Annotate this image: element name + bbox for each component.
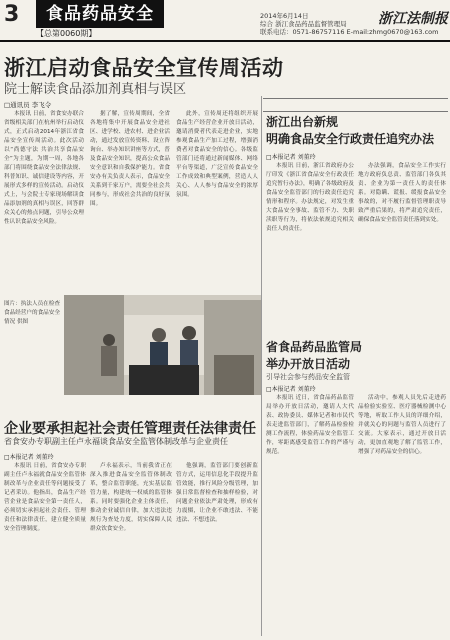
lead-column-3 — [176, 110, 258, 295]
lead-subtitle: 院士解读食品添加剂真相与误区 — [4, 82, 187, 97]
header-dept: 综合 浙江食品药品监督管理局 — [260, 20, 347, 28]
sidebar2-subtitle: 引导社会参与药品安全监管 — [266, 373, 350, 381]
bottom-column-2 — [90, 462, 172, 634]
bottom-column-3 — [176, 462, 258, 634]
lead-column-2 — [90, 110, 170, 295]
section-title: 食品药品安全 — [36, 0, 164, 28]
sidebar2-title-line-2: 举办开放日活动 — [266, 357, 351, 371]
bottom-column-1-text: 本报讯 日前，省食安办专职副主任卢永福就食品安全监管体制改革与企业责任等问题接受了记者采访。他指出，食品生产经营企业是食品安全第一责任人，必须切实承担起社会责任、管理责任和法律责任，建立健全质量安全管理制度。 — [4, 463, 86, 532]
header-contact: 联系电话：0571-86757116 E-mail:zhmg0670@163.com — [260, 28, 439, 36]
bottom-column-3-text: 他强调，监管部门要创新监管方式，运用信息化手段提升监管效能，推行风险分级管理，加强日常监督检查和抽样检验，对问题企业依法严肃处理，形成有力震慑，让企业不敢违法、不能违法、不想违法。 — [176, 463, 258, 523]
header-date: 2014年6月14日 — [260, 12, 309, 20]
lead-byline: □通讯员 李飞令 — [4, 101, 52, 109]
page-number: 3 — [4, 2, 20, 27]
sidebar2-byline: □本报记者 刘董玲 — [266, 386, 316, 393]
sidebar-column-2 — [358, 162, 446, 330]
photo-caption: 图片：执法人员在检查食品经营户的食品安全情况 供图 — [4, 301, 60, 325]
sidebar-title-line-1: 浙江出台新规 — [266, 115, 339, 129]
column-divider — [261, 96, 262, 636]
sidebar-rule — [263, 98, 448, 112]
sidebar2-title-line-1: 省食品药品监管局 — [266, 340, 363, 354]
sidebar2-column-1-text: 本报讯 近日，省食品药品监管局举办开放日活动，邀请人大代表、政协委员、媒体记者和市民代表走进监管部门，了解药品检验检测工作流程，体验药品安全监管工作，零距离感受监管工作的严谨与规范。 — [266, 395, 354, 455]
lead-column-1 — [4, 110, 84, 295]
lead-title: 浙江启动食品安全宣传周活动 — [4, 55, 284, 80]
enforcement-photo — [64, 295, 261, 395]
sidebar-byline: □本报记者 刘董玲 — [266, 154, 316, 161]
bottom-article-title: 企业要承担起社会责任管理责任法律责任 — [4, 421, 256, 437]
sidebar2-column-1 — [266, 394, 354, 634]
bottom-column-1 — [4, 462, 86, 634]
header-divider — [0, 40, 450, 42]
sidebar-column-1 — [266, 162, 354, 330]
issue-number: 【总第0060期】 — [36, 29, 97, 38]
bottom-column-2-text: 卢永福表示，当前我省正在深入推进食品安全监管体制改革，整合监管职能，充实基层监管力量，构建统一权威的监管体系。同时要强化企业主体责任，推动企业诚信自律，加大违法违规行为查处力度，切实保障人民群众饮食安全。 — [90, 463, 172, 532]
sidebar2-column-2-text: 活动中，参观人员先后走进药品检验实验室、医疗器械检测中心等地，听取工作人员的详细介绍，并就关心的问题与监管人员进行了交流。大家表示，通过开放日活动，更加直观地了解了监管工作，增强了对药品安全的信心。 — [358, 395, 446, 455]
sidebar-column-2-text: 办法强调，食品安全工作实行地方政府负总责、监管部门各负其责、企业为第一责任人的责任体系。对隐瞒、谎报、缓报食品安全事故的，对不履行监督管理职责导致严重后果的，将严肃追究责任，确保食品安全监管责任落到实处。 — [358, 163, 446, 223]
lead-column-3-text: 此外，宣传周还将组织开展食品生产经营企业开放日活动，邀请消费者代表走进企业，实地参观食品生产加工过程，增强消费者对食品安全的信心。各级监管部门还将通过新闻媒体、网络平台等渠道，广泛宣传食品安全工作成效和典型案例，营造人人关心、人人参与食品安全的浓厚氛围。 — [176, 111, 258, 198]
bottom-article-byline: □本报记者 刘董玲 — [4, 454, 54, 461]
sidebar-column-1-text: 本报讯 日前，浙江省政府办公厅印发《浙江省食品安全行政责任追究暂行办法》，明确了各级政府及食品安全监管部门的行政责任追究情形和程序。办法规定，对发生重大食品安全事故、监管不力、失职渎职等行为，将依法依规追究相关责任人的责任。 — [266, 163, 354, 232]
newspaper-logo: 浙江法制报 — [378, 11, 448, 27]
bottom-article-subtitle: 省食安办专职副主任卢永福谈食品安全监管体制改革与企业责任 — [4, 437, 228, 446]
lead-column-1-text: 本报讯 日前，省食安办联合省级相关部门在杭州举行启动仪式，正式启动2014年浙江省食品安全宣传周活动。此次活动以“尚德守法 共治共享食品安全”为主题，为期一周，各地各部门将围绕食品安全法律法规、科普知识、诚信建设等内容，开展形式多样的宣传活动。启动仪式上，与会院士专家现场解读食品添加剂的真相与误区，回答群众关心的热点问题，引导公众理性认识食品安全风险。 — [4, 111, 84, 225]
lead-column-2-text: 据了解，宣传周期间，全省各地将集中开展食品安全进社区、进学校、进农村、进企业活动，通过发放宣传资料、设立咨询台、举办知识讲座等方式，普及食品安全知识，提高公众食品安全意识和自我保护能力。省食安办有关负责人表示，食品安全关系到千家万户，需要全社会共同参与，形成社会共治的良好氛围。 — [90, 111, 170, 207]
sidebar-title-line-2: 明确食品安全行政责任追究办法 — [266, 132, 435, 146]
sidebar2-column-2 — [358, 394, 446, 634]
enforcement-photo-icon — [64, 295, 261, 395]
